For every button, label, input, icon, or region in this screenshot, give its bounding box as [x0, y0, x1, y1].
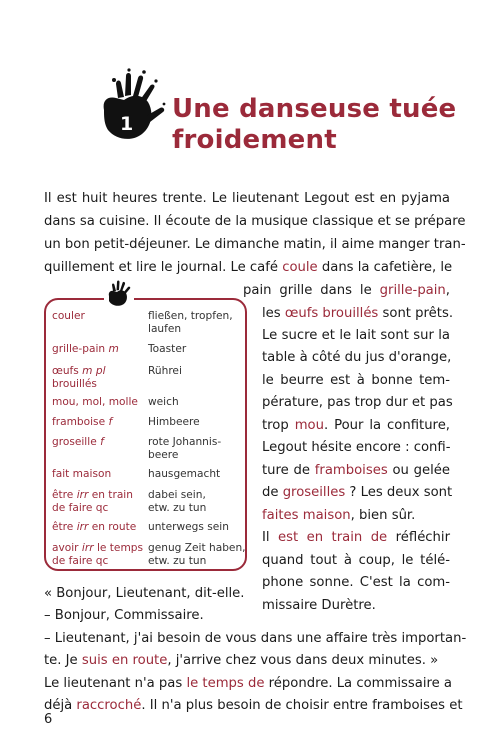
text-line: Il est huit heures trente. Le lieutenant Legout est en pyjama [44, 191, 450, 206]
text-line: Le sucre et le lait sont sur la [262, 328, 450, 343]
text-line: ture de framboises ou gelée [262, 463, 450, 478]
glossed-term: faites maison [262, 508, 351, 523]
text-line: te. Je suis en route, j'arrive chez vous dans deux minutes. » [44, 653, 439, 668]
chapter-title-line1: Une danseuse tuée [172, 94, 457, 124]
glossed-term: œufs brouillés [284, 306, 379, 321]
text-line: quillement et lire le journal. Le café coule dans la cafetière, le [44, 260, 453, 275]
text-line: un bon petit-déjeuner. Le dimanche matin, il aime manger tran- [44, 237, 466, 252]
glossed-term: groseilles [282, 485, 346, 500]
text-line: phone sonne. C'est la com- [262, 575, 450, 590]
text-line: le beurre est à bonne tem- [262, 373, 450, 388]
chapter-title [172, 94, 456, 156]
text-line: de groseilles ? Les deux sont [262, 485, 453, 500]
glossed-term: le temps de [186, 676, 265, 691]
glossed-term: est en train de [278, 530, 388, 545]
chapter-number: 1 [120, 113, 134, 135]
text-line: – Bonjour, Commissaire. [44, 608, 204, 623]
glossed-term: raccroché [76, 698, 142, 713]
handprint-icon [104, 278, 134, 308]
text-line: pérature, pas trop dur et pas [262, 395, 453, 410]
glossed-term: coule [282, 260, 318, 275]
page-number: 6 [44, 712, 53, 727]
text-line: Legout hésite encore : confi- [262, 440, 451, 455]
text-line: trop mou. Pour la confiture, [262, 418, 450, 433]
chapter-title-line2: froidement [172, 125, 337, 155]
text-line: dans sa cuisine. Il écoute de la musique classique et se prépare [44, 214, 466, 229]
text-line: faites maison, bien sûr. [262, 508, 416, 523]
text-line: déjà raccroché. Il n'a plus besoin de choisir entre framboises et [44, 698, 463, 713]
text-line: table à côté du jus d'orange, [262, 350, 452, 365]
glossed-term: grille-pain [379, 283, 446, 298]
glossed-term: suis en route [81, 653, 168, 668]
text-line: missaire Durètre. [262, 598, 376, 613]
text-line: quand tout à coup, le télé- [262, 553, 450, 568]
handprint-icon [96, 66, 168, 142]
text-line: – Lieutenant, j'ai besoin de vous dans une affaire très importan- [44, 631, 467, 646]
text-line: pain grille dans le grille-pain, [243, 283, 450, 298]
glossed-term: mou [294, 418, 324, 433]
text-line: Il est en train de réfléchir [262, 530, 450, 545]
text-line: les œufs brouillés sont prêts. [262, 306, 454, 321]
text-line: Le lieutenant n'a pas le temps de répondre. La commissaire a [44, 676, 453, 691]
text-line: « Bonjour, Lieutenant, dit-elle. [44, 586, 245, 601]
glossed-term: framboises [314, 463, 388, 478]
